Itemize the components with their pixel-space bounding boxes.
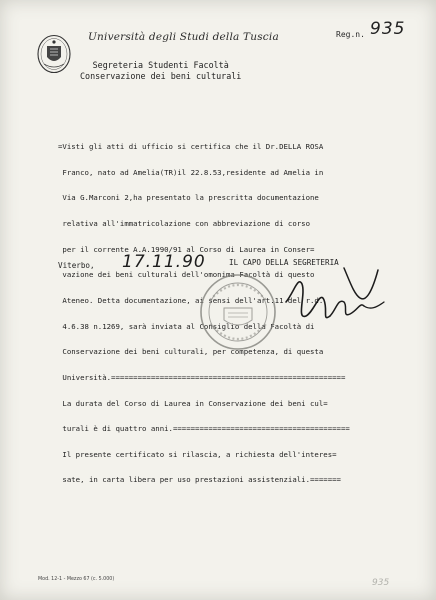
form-code: Mod. 12-1 - Mezzo 67 (c. 5.000) <box>38 577 115 582</box>
university-emblem-icon <box>36 34 72 74</box>
body-line: sate, in carta libera per uso prestazioni assistenziali.======= <box>58 475 341 485</box>
official-stamp-icon <box>198 272 278 352</box>
office-name <box>80 60 241 81</box>
office-line: Segreteria Studenti Facoltà <box>92 60 229 70</box>
register-number: 935 <box>370 19 406 39</box>
body-line: Università.===================================================== <box>58 372 346 382</box>
handwritten-signature <box>280 262 390 344</box>
office-line: Conservazione dei beni culturali <box>80 70 242 81</box>
body-line: 4.6.38 n.1269, sarà inviata al Consiglio della Facoltà di <box>58 321 315 331</box>
university-name: Università degli Studi della Tuscia <box>88 31 279 43</box>
body-line: turali è di quattro anni.======================================== <box>58 424 350 434</box>
body-line: per il corrente A.A.1990/91 al Corso di Laurea in Conser= <box>58 244 315 254</box>
body-line: Ateneo. Detta documentazione, ai sensi dell'art.11 del r.d. <box>58 295 324 305</box>
signature-title: IL CAPO DELLA SEGRETERIA <box>229 258 339 267</box>
pencil-archive-mark: 935 <box>372 578 390 588</box>
body-line: Via G.Marconi 2,ha presentato la prescritta documentazione <box>58 193 319 203</box>
place-label: Viterbo, <box>58 261 95 270</box>
body-line: Conservazione dei beni culturali, per competenza, di questa <box>58 347 324 357</box>
body-line: vazione dei beni culturali dell'omonima Facoltà di questo <box>58 270 315 280</box>
handwritten-date: 17.11.90 <box>122 252 206 272</box>
body-line: =Visti gli atti di ufficio si certifica che il Dr.DELLA ROSA <box>58 142 324 152</box>
body-line: relativa all'immatricolazione con abbreviazione di corso <box>58 219 311 229</box>
body-line: Il presente certificato si rilascia, a richiesta dell'interes= <box>58 449 337 459</box>
body-line: La durata del Corso di Laurea in Conservazione dei beni cul= <box>58 398 328 408</box>
body-line: Franco, nato ad Amelia(TR)il 22.8.53,residente ad Amelia in <box>58 167 324 177</box>
register-label: Reg.n. <box>336 30 365 39</box>
